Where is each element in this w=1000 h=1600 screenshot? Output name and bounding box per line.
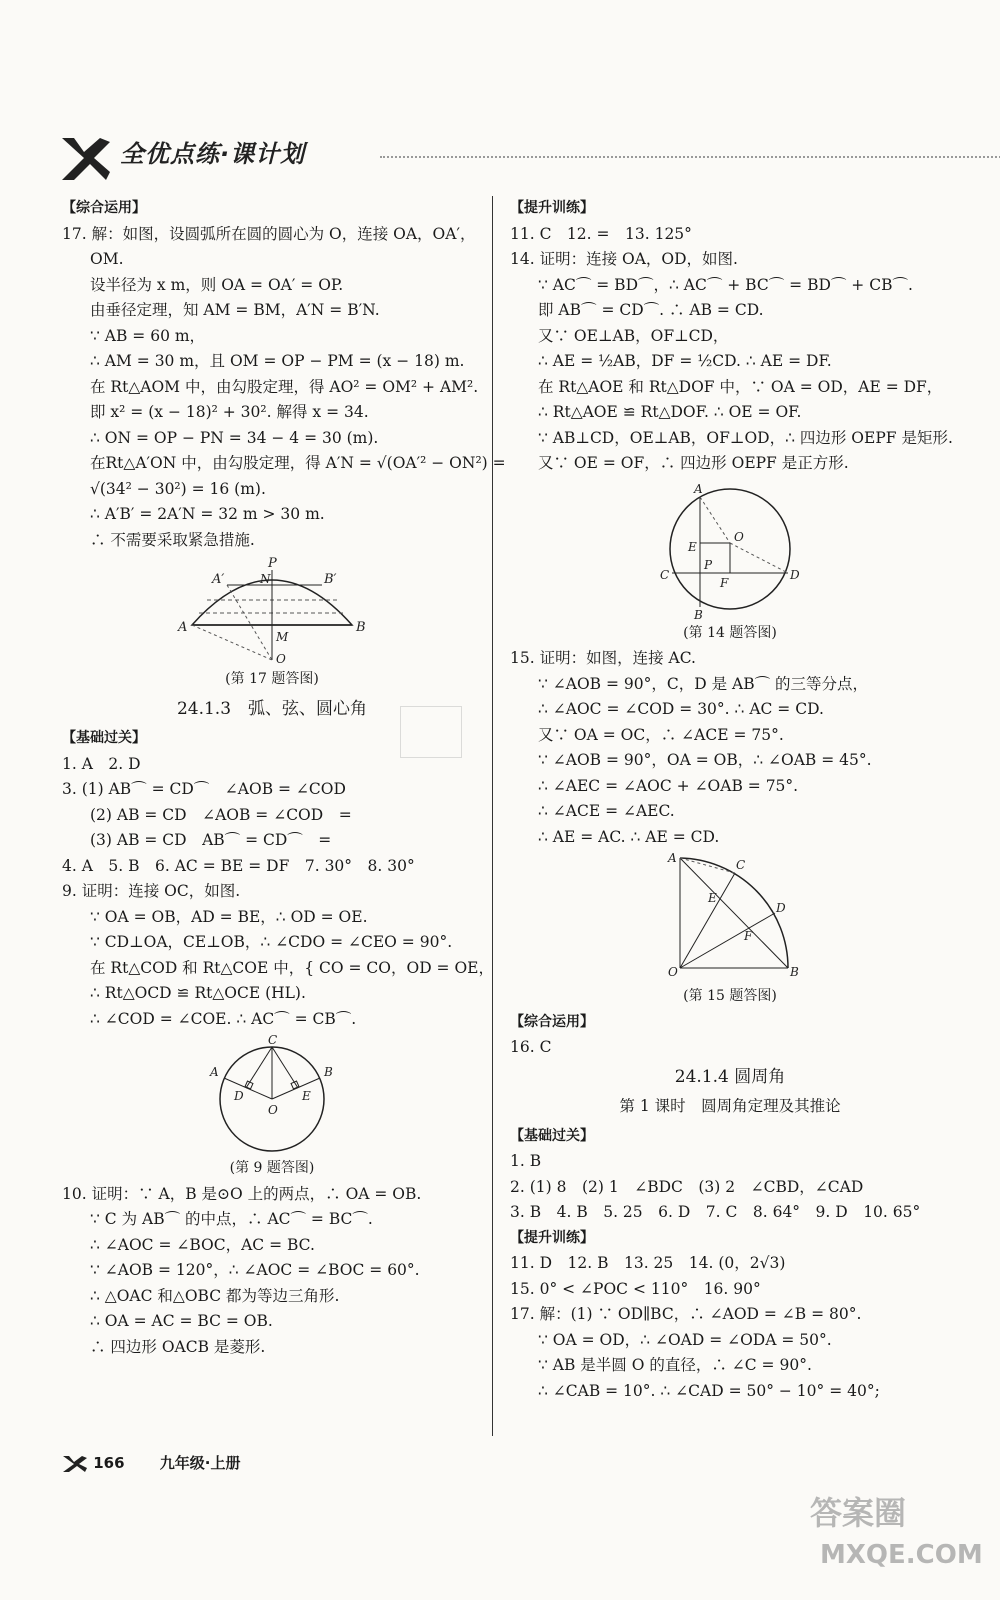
answer-line: ∴ ∠ACE = ∠AEC. <box>538 802 675 820</box>
svg-text:D: D <box>234 1089 244 1103</box>
svg-text:C: C <box>268 1034 278 1047</box>
svg-text:N: N <box>260 572 271 586</box>
answer-line: 15. 证明：如图，连接 AC. <box>510 649 696 667</box>
svg-text:C: C <box>660 567 670 582</box>
answer-line: ∵ AB 是半圆 O 的直径，∴ ∠C = 90°. <box>538 1356 812 1374</box>
answer-line: ∴ ON = OP − PN = 34 − 4 = 30 (m). <box>90 428 379 447</box>
answer-line: 1. B <box>510 1152 542 1170</box>
section-tag: 【基础过关】 <box>510 1127 594 1144</box>
answer-line: (3) AB = CD AB⌒ = CD⌒ = <box>90 831 332 849</box>
left-column <box>62 196 506 1360</box>
answer-line: ∴ ∠AOC = ∠COD = 30°. ∴ AC = CD. <box>538 700 824 718</box>
right-column <box>510 196 953 1404</box>
watermark-url: MXQE.COM <box>820 1540 983 1570</box>
answer-line: ∵ C 为 AB⌒ 的中点，∴ AC⌒ = BC⌒. <box>90 1210 373 1228</box>
answer-line: (2) AB = CD ∠AOB = ∠COD = <box>90 805 352 824</box>
book-title: 全优点练·课计划 <box>120 140 306 168</box>
svg-text:O: O <box>668 965 678 979</box>
svg-text:O: O <box>734 529 744 544</box>
svg-text:F: F <box>744 929 753 943</box>
svg-text:F: F <box>720 575 729 590</box>
answer-line: ∴ AE = ½AB，DF = ½CD. ∴ AE = DF. <box>538 352 832 370</box>
answer-line: 17. 解：如图，设圆弧所在圆的圆心为 O，连接 OA，OA′， <box>62 224 476 243</box>
answer-line: 4. A 5. B 6. AC = BE = DF 7. 30° 8. 30° <box>62 856 415 875</box>
svg-text:A: A <box>668 852 677 865</box>
figure-caption: (第 15 题答图) <box>683 988 777 1004</box>
svg-text:P: P <box>704 557 713 572</box>
answer-line: 3. B 4. B 5. 25 6. D 7. C 8. 64° 9. D 10. 65° <box>510 1203 921 1221</box>
answer-line: 在 Rt△AOM 中，由勾股定理，得 AO² = OM² + AM². <box>90 377 479 396</box>
answer-line: ∵ OA = OB，AD = BE，∴ OD = OE. <box>90 907 368 926</box>
svg-text:O: O <box>268 1103 278 1117</box>
svg-text:E: E <box>708 891 717 905</box>
answer-line: ∵ ∠AOB = 90°，OA = OB，∴ ∠OAB = 45°. <box>538 751 872 769</box>
answer-line: ∴ Rt△AOE ≌ Rt△DOF. ∴ OE = OF. <box>538 403 802 421</box>
answer-line: 在 Rt△COD 和 Rt△COE 中，{ CO = CO，OD = OE， <box>90 958 494 977</box>
answer-line: 16. C <box>510 1038 552 1056</box>
answer-line: 又∵ OA = OC，∴ ∠ACE = 75°. <box>538 725 784 744</box>
svg-text:E: E <box>688 539 697 554</box>
section-tag: 【基础过关】 <box>62 730 146 746</box>
answer-line: 17. 解：(1) ∵ OD∥BC，∴ ∠AOD = ∠B = 80°. <box>510 1305 862 1323</box>
figure-caption: (第 9 题答图) <box>229 1160 315 1176</box>
answer-line: ∴ ∠AOC = ∠BOC，AC = BC. <box>90 1235 315 1254</box>
answer-line: ∵ CD⊥OA，CE⊥OB，∴ ∠CDO = ∠CEO = 90°. <box>90 933 453 951</box>
answer-line: 15. 0° < ∠POC < 110° 16. 90° <box>510 1279 761 1298</box>
brand-logo-icon <box>60 136 112 182</box>
answer-line: 1. A 2. D <box>62 754 141 773</box>
answer-line: 11. D 12. B 13. 25 14. (0，2√3) <box>510 1254 786 1272</box>
svg-text:D: D <box>790 567 800 582</box>
answer-line: 3. (1) AB⌒ = CD⌒ ∠AOB = ∠COD <box>62 780 346 798</box>
answer-line: ∴ 不需要采取紧急措施. <box>90 530 255 549</box>
answer-line: 在Rt△A′ON 中，由勾股定理，得 A′N = √(OA′² − ON²) = <box>90 454 506 472</box>
answer-line: ∵ AB⊥CD，OE⊥AB，OF⊥OD，∴ 四边形 OEPF 是矩形. <box>538 428 953 447</box>
header-rule <box>380 156 1000 158</box>
svg-text:B: B <box>356 620 366 635</box>
answer-line: 14. 证明：连接 OA，OD，如图. <box>510 250 738 268</box>
answer-line: ∴ OA = AC = BC = OB. <box>90 1312 273 1330</box>
answer-line: 2. (1) 8 (2) 1 ∠BDC (3) 2 ∠CBD，∠CAD <box>510 1177 864 1196</box>
figure-caption: (第 17 题答图) <box>225 671 319 687</box>
figure-caption: (第 14 题答图) <box>683 624 777 641</box>
svg-text:B: B <box>324 1065 333 1079</box>
answer-line: 即 x² = (x − 18)² + 30². 解得 x = 34. <box>90 403 369 421</box>
figure-15 <box>660 852 800 982</box>
answer-line: ∴ △OAC 和△OBC 都为等边三角形. <box>90 1286 340 1305</box>
answer-line: 9. 证明：连接 OC，如图. <box>62 882 241 900</box>
svg-text:M: M <box>276 630 289 644</box>
figure-14 <box>660 479 800 619</box>
answer-line: ∴ ∠CAB = 10°. ∴ ∠CAD = 50° − 10° = 40°; <box>538 1381 880 1400</box>
answer-line: √(34² − 30²) = 16 (m). <box>90 479 266 498</box>
answer-line: ∵ ∠AOB = 90°，C，D 是 AB⌒ 的三等分点， <box>538 674 869 693</box>
answer-line: 11. C 12. = 13. 125° <box>510 224 692 243</box>
column-divider <box>492 196 493 1436</box>
figure-17 <box>172 555 372 665</box>
answer-line: ∵ AB = 60 m， <box>90 326 206 345</box>
answer-line: ∵ OA = OD，∴ ∠OAD = ∠ODA = 50°. <box>538 1330 832 1349</box>
lesson-heading: 第 1 课时 圆周角定理及其推论 <box>619 1097 841 1115</box>
svg-text:B: B <box>790 965 799 979</box>
svg-text:B′: B′ <box>324 572 337 587</box>
answer-line: 设半径为 x m，则 OA = OA′ = OP. <box>90 275 344 294</box>
answer-line: OM. <box>90 250 124 268</box>
svg-text:O: O <box>276 652 286 665</box>
page-number: 166 <box>93 1454 125 1472</box>
svg-text:A′: A′ <box>212 572 225 587</box>
svg-text:E: E <box>302 1089 311 1103</box>
answer-line: 又∵ OE = OF，∴ 四边形 OEPF 是正方形. <box>538 454 849 472</box>
answer-line: 10. 证明：∵ A，B 是⊙O 上的两点，∴ OA = OB. <box>62 1184 422 1203</box>
svg-text:D: D <box>776 901 786 915</box>
answer-line: ∴ A′B′ = 2A′N = 32 m > 30 m. <box>90 505 325 523</box>
figure-9 <box>202 1034 342 1154</box>
section-tag: 【综合运用】 <box>510 1013 594 1030</box>
svg-text:B: B <box>694 607 703 619</box>
svg-text:A: A <box>694 481 703 496</box>
answer-line: ∴ AM = 30 m，且 OM = OP − PM = (x − 18) m. <box>90 352 465 370</box>
answer-line: ∴ ∠COD = ∠COE. ∴ AC⌒ = CB⌒. <box>90 1009 357 1028</box>
watermark-logo: 答案圈 <box>810 1494 907 1532</box>
footer-logo-icon <box>62 1454 88 1474</box>
svg-text:P: P <box>268 556 277 571</box>
answer-line: 由垂径定理，知 AM = BM，A′N = B′N. <box>90 301 380 319</box>
answer-line: ∵ AC⌒ = BD⌒，∴ AC⌒ + BC⌒ = BD⌒ + CB⌒. <box>538 275 913 294</box>
svg-text:C: C <box>736 858 746 872</box>
section-heading: 24.1.3 弧、弦、圆心角 <box>176 698 368 719</box>
answer-line: 即 AB⌒ = CD⌒. ∴ AB = CD. <box>538 301 764 319</box>
page-footer <box>62 1452 240 1474</box>
section-tag: 【提升训练】 <box>510 1229 594 1246</box>
svg-text:A: A <box>178 620 188 635</box>
section-tag: 【提升训练】 <box>510 200 594 216</box>
answer-line: ∵ ∠AOB = 120°，∴ ∠AOC = ∠BOC = 60°. <box>90 1261 420 1279</box>
section-tag: 【综合运用】 <box>62 200 146 216</box>
page-header <box>60 128 960 188</box>
svg-text:A: A <box>210 1065 219 1079</box>
answer-line: 又∵ OE⊥AB，OF⊥CD， <box>538 326 729 345</box>
answer-line: ∴ 四边形 OACB 是菱形. <box>90 1337 266 1356</box>
stamp-mark <box>400 706 462 758</box>
answer-line: ∴ AE = AC. ∴ AE = CD. <box>538 827 720 846</box>
section-heading: 24.1.4 圆周角 <box>674 1066 786 1087</box>
answer-line: ∴ ∠AEC = ∠AOC + ∠OAB = 75°. <box>538 776 799 795</box>
grade-label: 九年级·上册 <box>159 1454 241 1472</box>
answer-line: 在 Rt△AOE 和 Rt△DOF 中，∵ OA = OD，AE = DF， <box>538 377 943 396</box>
answer-line: ∴ Rt△OCD ≌ Rt△OCE (HL). <box>90 984 306 1002</box>
